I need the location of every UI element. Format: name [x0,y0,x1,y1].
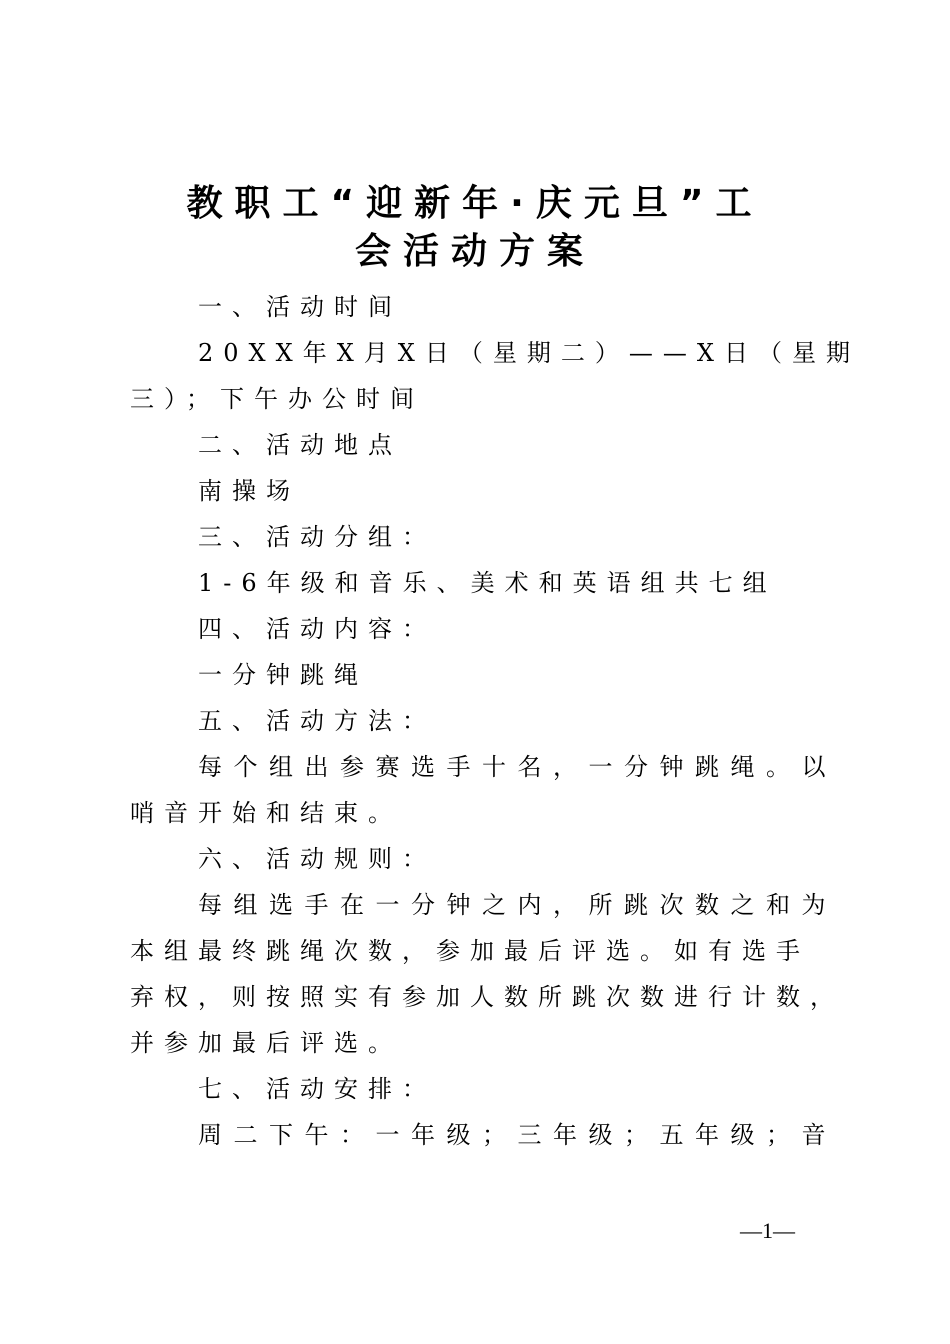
document-title-line-1: 教职工“迎新年·庆元旦”工 [186,183,764,224]
section-heading-rules: 六、活动规则： [198,845,436,873]
paragraph-line: 南操场 [198,477,300,505]
paragraph-line: 每组选手在一分钟之内，所跳次数之和为 [198,891,837,919]
paragraph-line: 1-6年级和音乐、美术和英语组共七组 [198,569,777,597]
section-heading-method: 五、活动方法： [198,707,436,735]
paragraph-line: 本组最终跳绳次数，参加最后评选。如有选手 [130,937,810,965]
paragraph-line: 哨音开始和结束。 [130,799,402,827]
page-number: —1— [740,1218,795,1243]
section-heading-groups: 三、活动分组： [198,523,436,551]
paragraph-line: 一分钟跳绳 [198,661,368,689]
paragraph-line: 并参加最后评选。 [130,1029,402,1057]
section-heading-time: 一、活动时间 [198,293,402,321]
paragraph-line: 三）；下午办公时间 [130,385,424,413]
paragraph-line: 20XX年X月X日（星期二）——X日（星期 [198,339,860,367]
paragraph-line: 每个组出参赛选手十名，一分钟跳绳。以 [198,753,837,781]
section-heading-schedule: 七、活动安排： [198,1075,436,1103]
section-heading-location: 二、活动地点 [198,431,402,459]
document-title-line-2: 会活动方案 [354,231,595,272]
paragraph-line: 周二下午：一年级；三年级；五年级；音 [198,1121,837,1149]
paragraph-line: 弃权，则按照实有参加人数所跳次数进行计数， [130,983,844,1011]
section-heading-content: 四、活动内容： [198,615,436,643]
